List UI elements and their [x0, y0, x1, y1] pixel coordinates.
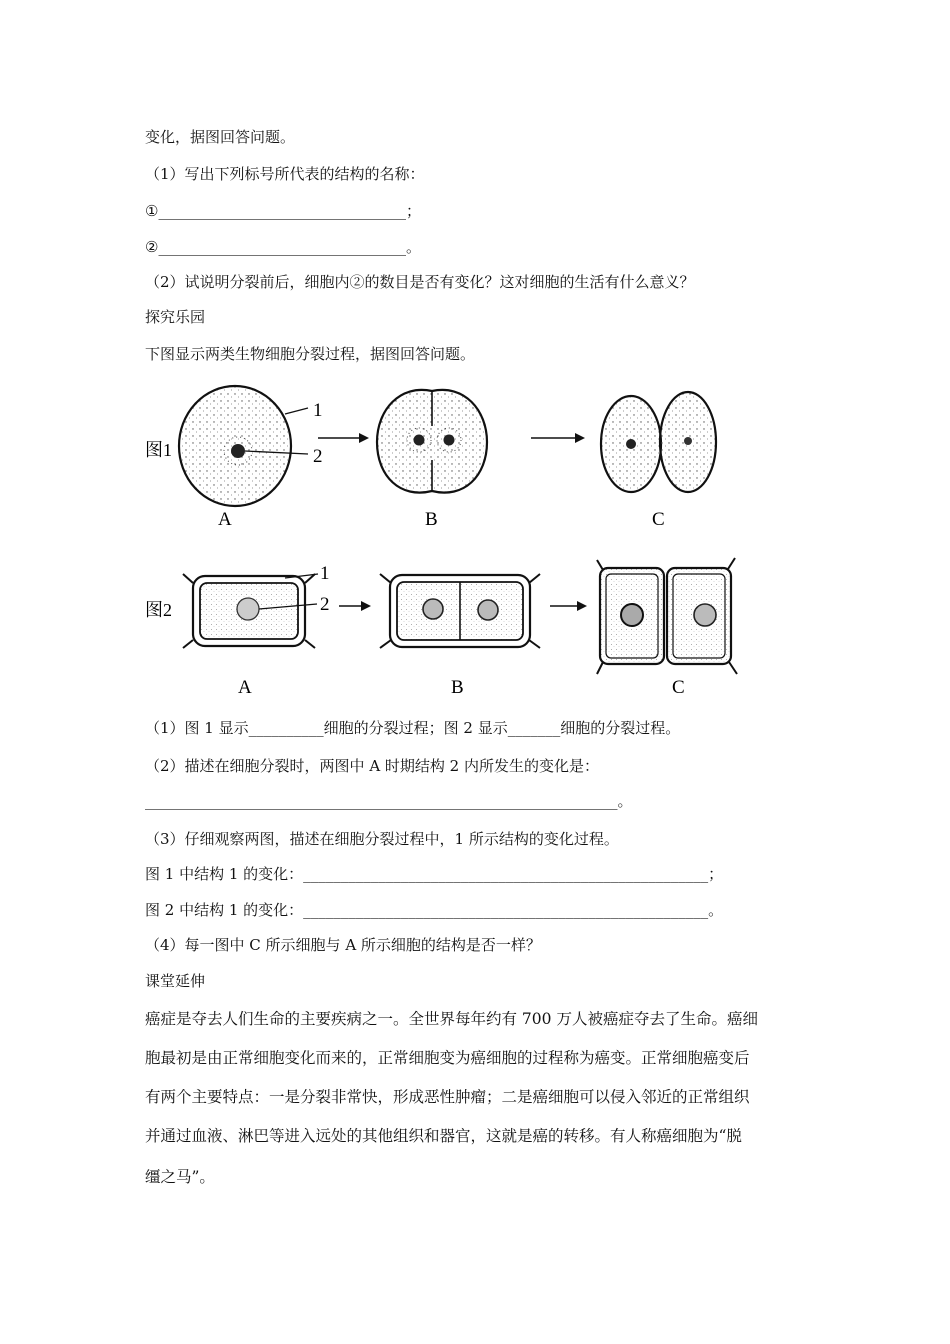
fig1-stage-b: B [425, 509, 438, 530]
arrow-icon [318, 433, 369, 443]
section-heading: 探究乐园 [145, 308, 206, 326]
marker-1: 1 [313, 400, 323, 421]
answer-blank-2: ②_________________________________。 [145, 238, 421, 256]
marker-2: 2 [320, 594, 330, 615]
paragraph-line: 癌症是夺去人们生命的主要疾病之一。全世界每年约有 700 万人被癌症夺去了生命。癌细 [145, 1010, 758, 1028]
text-line: 变化，据图回答问题。 [145, 128, 296, 146]
fig1-cell-a [179, 386, 291, 506]
question-fig-1: （1）图 1 显示__________细胞的分裂过程；图 2 显示_______细胞的分裂过程。 [145, 719, 681, 737]
answer-blank-4: 图 1 中结构 1 的变化：______________________________________________________； [145, 865, 724, 883]
arrow-icon [531, 433, 585, 443]
question-fig-3: （3）仔细观察两图，描述在细胞分裂过程中，1 所示结构的变化过程。 [145, 830, 619, 848]
fig1-stage-a: A [218, 509, 232, 530]
section-heading: 课堂延伸 [145, 972, 206, 990]
question-1: （1）写出下列标号所代表的结构的名称： [145, 165, 425, 183]
fig2-stage-a: A [238, 677, 252, 698]
fig2-cell-a [183, 574, 315, 648]
question-fig-4: （4）每一图中 C 所示细胞与 A 所示细胞的结构是否一样？ [145, 936, 541, 954]
paragraph-line: 并通过血液、淋巴等进入远处的其他组织和器官，这就是癌的转移。有人称癌细胞为“脱 [145, 1127, 742, 1145]
fig2-label: 图2 [145, 600, 172, 620]
fig2-cell-b [380, 574, 540, 648]
paragraph-line: 有两个主要特点：一是分裂非常快，形成恶性肿瘤；二是癌细胞可以侵入邻近的正常组织 [145, 1088, 750, 1106]
fig1-cell-c [601, 392, 716, 492]
question-2: （2）试说明分裂前后，细胞内②的数目是否有变化？这对细胞的生活有什么意义？ [145, 273, 695, 291]
answer-blank-1: ①_________________________________； [145, 202, 421, 220]
arrow-icon [339, 601, 371, 611]
cell-division-figure [135, 378, 775, 700]
fig1-cell-b [377, 390, 487, 493]
fig2-cell-c [597, 558, 737, 674]
arrow-icon [550, 601, 587, 611]
answer-blank-3: _______________________________________________________________。 [145, 792, 633, 810]
fig1-label: 图1 [145, 440, 172, 460]
question-fig-2: （2）描述在细胞分裂时，两图中 A 时期结构 2 内所发生的变化是： [145, 757, 599, 775]
fig2-stage-c: C [672, 677, 685, 698]
fig1-stage-c: C [652, 509, 665, 530]
intro-text: 下图显示两类生物细胞分裂过程，据图回答问题。 [145, 345, 476, 363]
paragraph-line: 胞最初是由正常细胞变化而来的，正常细胞变为癌细胞的过程称为癌变。正常细胞癌变后 [145, 1049, 750, 1067]
paragraph-line: 缰之马”。 [145, 1168, 215, 1186]
marker-1: 1 [320, 563, 330, 584]
fig2-stage-b: B [451, 677, 464, 698]
marker-2: 2 [313, 446, 323, 467]
answer-blank-5: 图 2 中结构 1 的变化：______________________________________________________。 [145, 901, 724, 919]
